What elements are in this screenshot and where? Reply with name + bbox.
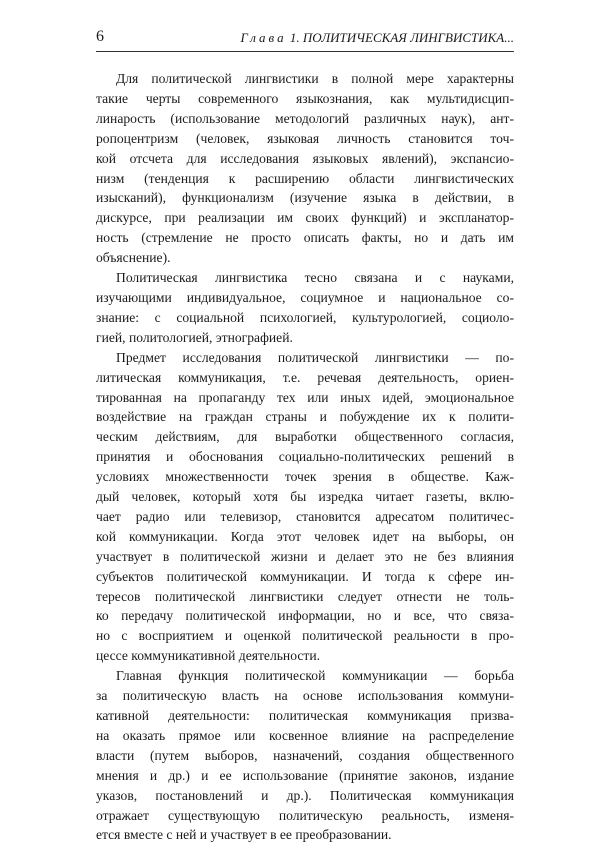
- text-line: Главная функция политической коммуникации — борьба: [116, 668, 514, 684]
- text-line: Предмет исследования политической лингвистики — по-: [116, 349, 514, 365]
- text-line: тированная на пропаганду тех или иных идей, эмоциональное: [96, 389, 514, 405]
- text-line: чает радио или телевизор, становится адресатом политичес-: [96, 508, 514, 524]
- text-line: изучающими индивидуальное, социумное и национальное со-: [96, 289, 514, 305]
- page-number: 6: [96, 28, 104, 45]
- text-line: участвует в политической жизни и делает это не без влияния: [96, 548, 514, 564]
- text-line: такие черты современного языкознания, как мультидисцип-: [96, 90, 514, 106]
- text-line: отражает существующую политическую реальность, изменя-: [96, 807, 514, 823]
- body-text: [96, 69, 514, 845]
- text-line: мнения и др.) и ее использование (принятие законов, издание: [96, 767, 514, 783]
- text-line: ропоцентризм (человек, языковая личность становится точ-: [96, 130, 514, 146]
- text-line: дый человек, который хотя бы изредка читает газеты, вклю-: [96, 489, 514, 505]
- chapter-title: 1. ПОЛИТИЧЕСКАЯ ЛИНГВИСТИКА...: [289, 30, 514, 45]
- text-line: цессе коммуникативной деятельности.: [96, 648, 320, 664]
- chapter-label: Глава: [240, 30, 287, 45]
- text-line: кой коммуникации. Когда этот человек идет на выборы, он: [96, 528, 514, 544]
- text-line: но с восприятием и оценкой политической реальности в про-: [96, 628, 514, 644]
- text-line: принятия и обоснования социально-политических решений в: [96, 449, 514, 465]
- paragraph: [96, 666, 514, 845]
- paragraph: [96, 268, 514, 348]
- paragraph: [96, 348, 514, 667]
- running-header: [96, 28, 514, 50]
- header-rule: [96, 51, 514, 52]
- running-title: [241, 30, 514, 46]
- text-line: субъектов политической коммуникации. И тогда к сфере ин-: [96, 568, 514, 584]
- text-line: дискурсе, при реализации им своих функций) и экспланатор-: [96, 210, 514, 226]
- text-line: тересов политической лингвистики следует отнести не толь-: [96, 588, 514, 604]
- text-line: на оказать прямое или косвенное влияние на распределение: [96, 727, 514, 743]
- paragraph: [96, 69, 514, 268]
- text-line: гией, политологией, этнографией.: [96, 329, 293, 345]
- text-line: указов, постановлений и др.). Политическая коммуникация: [96, 787, 514, 803]
- text-line: изысканий), функционализм (изучение языка в действии, в: [96, 190, 514, 206]
- text-line: Политическая лингвистика тесно связана и с науками,: [116, 270, 514, 286]
- text-line: литическая коммуникация, т.е. речевая деятельность, ориен-: [96, 369, 514, 385]
- text-line: линарость (использование методологий различных наук), ант-: [96, 110, 514, 126]
- text-line: низм (тенденция к расширению области лингвистических: [96, 170, 514, 186]
- text-line: за политическую власть на основе использования коммуни-: [96, 688, 514, 704]
- text-line: Для политической лингвистики в полной мере характерны: [116, 71, 514, 86]
- text-line: ческим действиям, для выработки общественного согласия,: [96, 429, 514, 445]
- text-line: ко передачу политической информации, но и все, что связа-: [96, 608, 514, 624]
- text-line: воздействие на граждан страны и побуждение их к полити-: [96, 409, 514, 425]
- text-line: знание: с социальной психологией, культурологией, социоло-: [96, 309, 514, 325]
- text-line: объяснение).: [96, 250, 171, 266]
- text-line: власти (путем выборов, назначений, создания общественного: [96, 747, 514, 763]
- text-line: кой отсчета для исследования языковых явлений), экспансио-: [96, 150, 514, 166]
- text-line: условиях множественности точек зрения в обществе. Каж-: [96, 469, 514, 485]
- text-line: ется вместе с ней и участвует в ее преобразовании.: [96, 827, 392, 843]
- text-line: ность (стремление не просто описать факты, но и дать им: [96, 230, 514, 246]
- text-line: кативной деятельности: политическая коммуникация призва-: [96, 708, 514, 723]
